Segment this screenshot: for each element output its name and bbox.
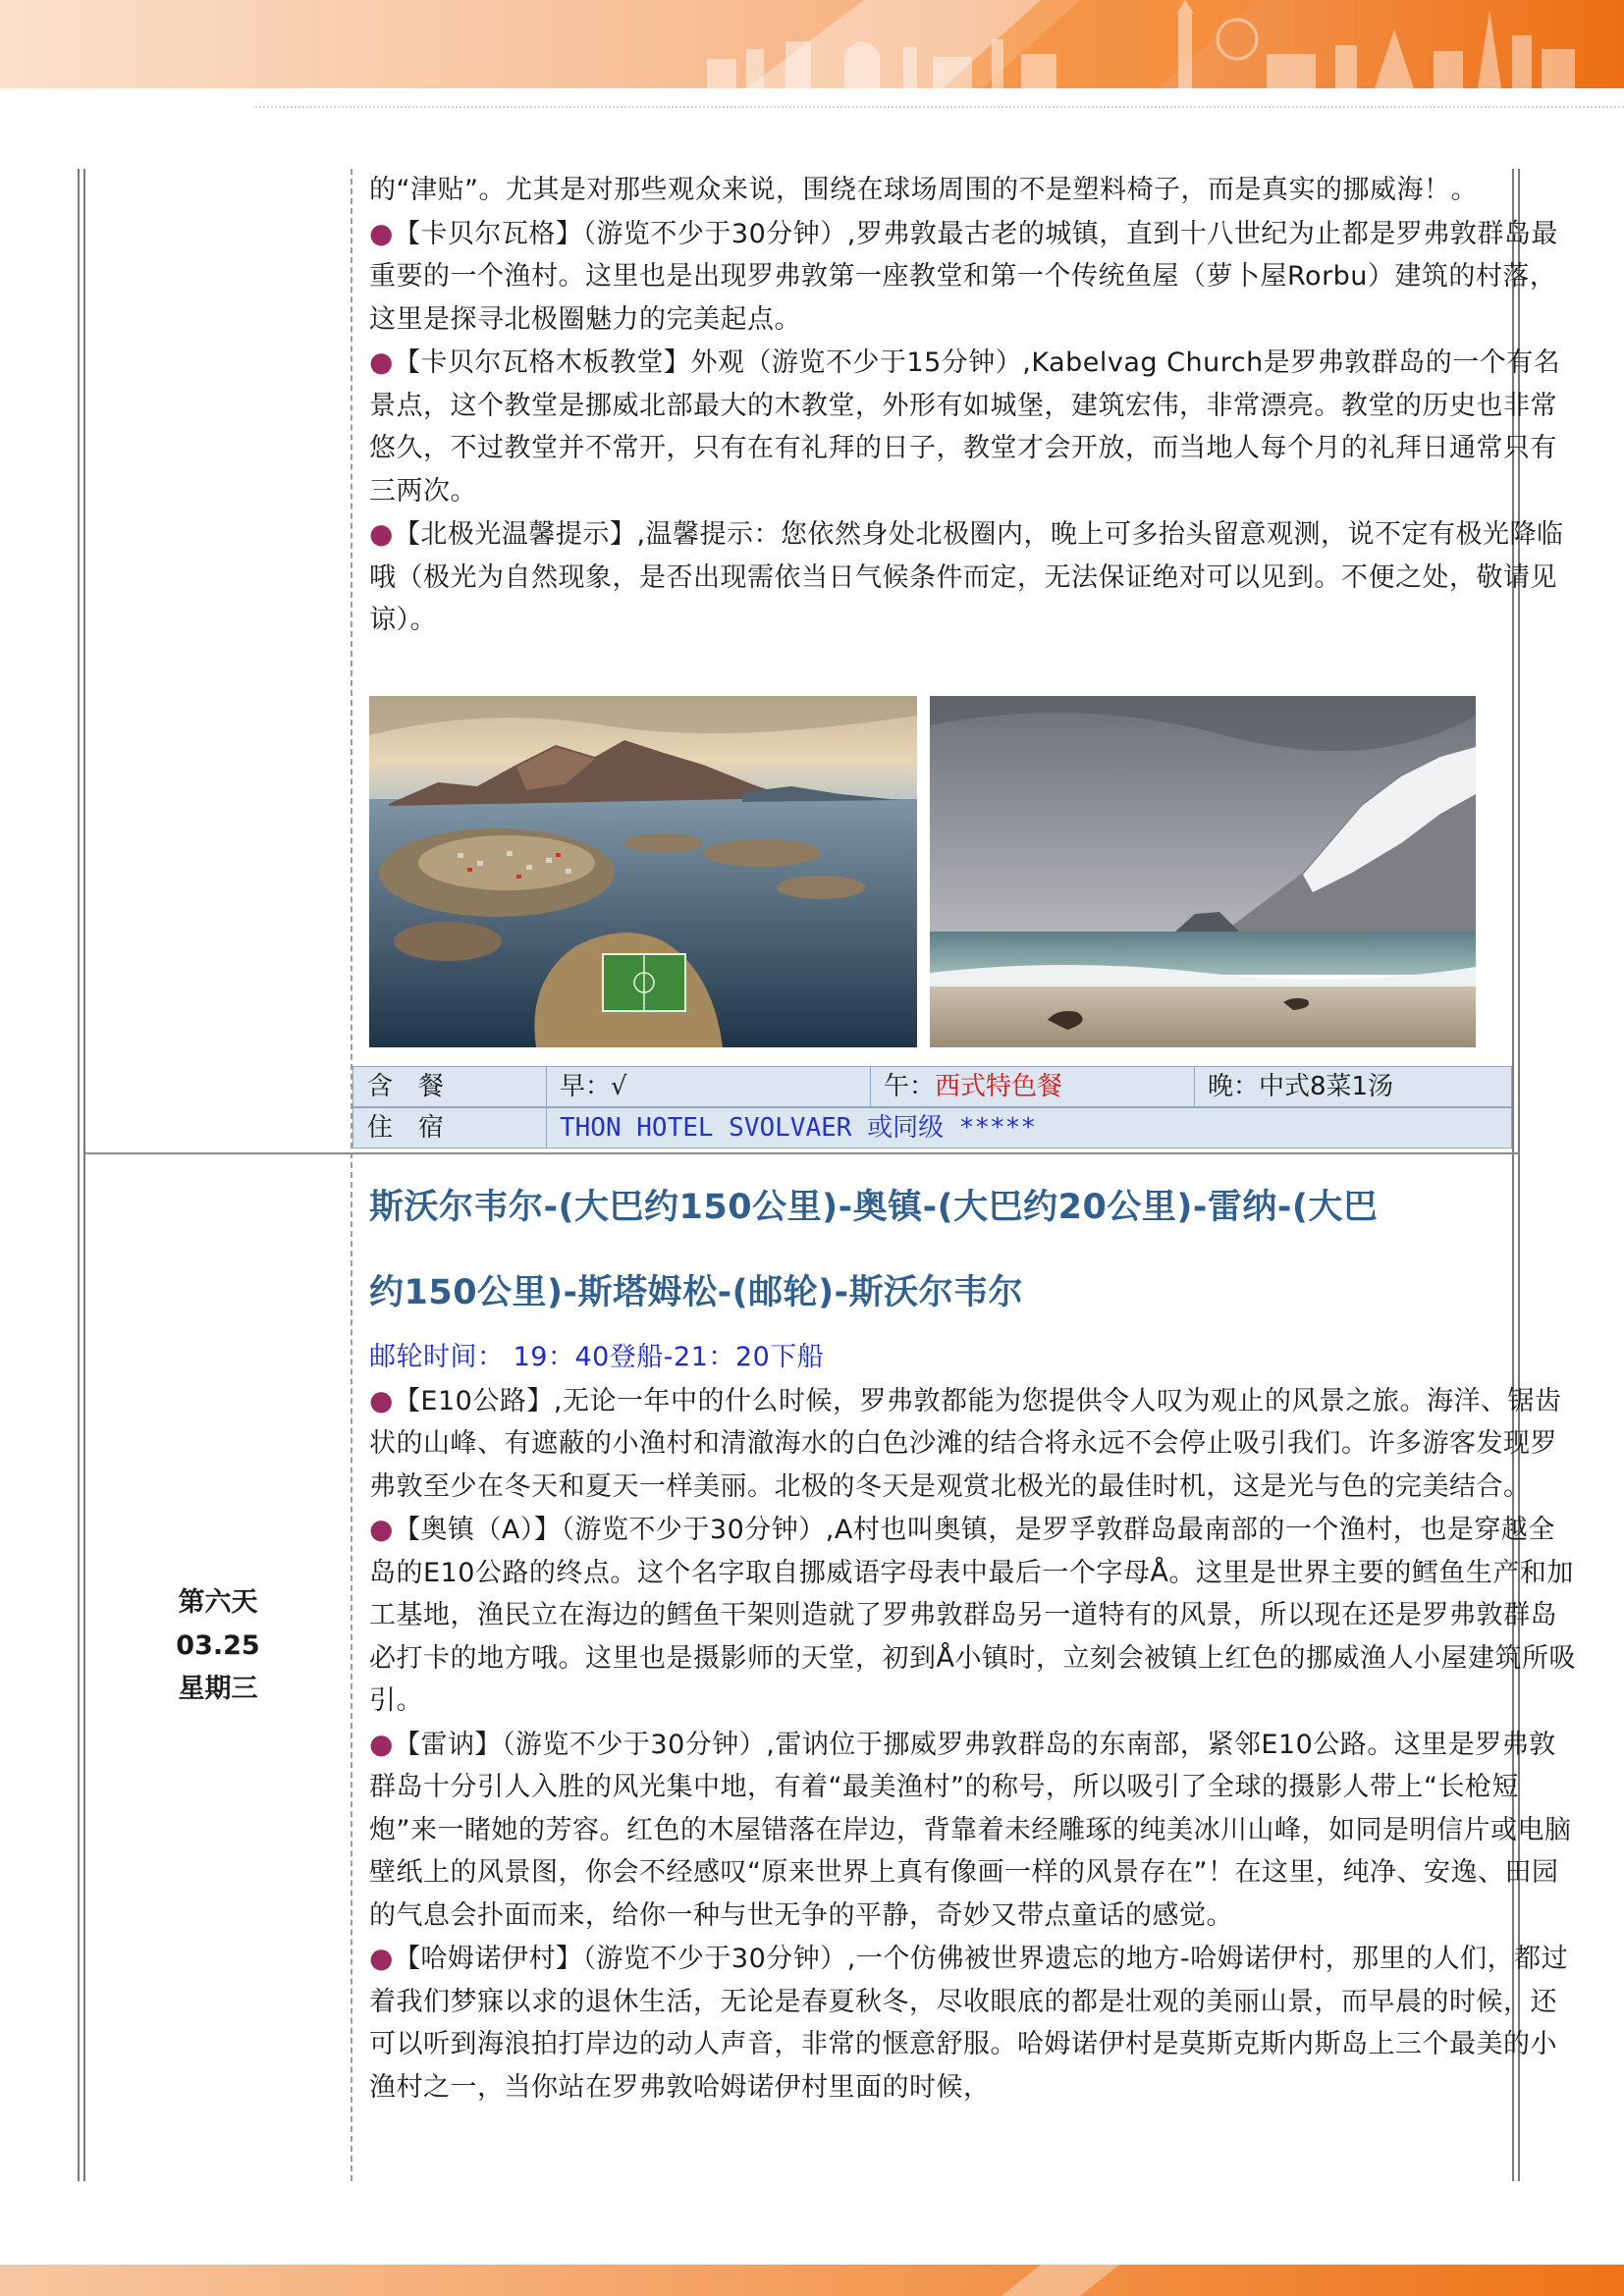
- item-text: （游览不少于30分钟）,雷讷位于挪威罗弗敦群岛的东南部，紧邻E10公路。这里是罗弗敦群岛十分引人入胜的风光集中地，有着“最美渔村”的称号，所以吸引了全球的摄影人带上“长枪短炮”来一睹她的芳容。红色的木屋错落在岸边，背靠着未经雕琢的纯美冰川山峰，如同是明信片或电脑壁纸上的风景图，你会不经感叹“原来世界上真有像画一样的风景存在”！在这里，纯净、安逸、田园的气息会扑面而来，给你一种与世无争的平静，奇妙又带点童话的感觉。: [369, 1729, 1572, 1931]
- day-title-line1: 斯沃尔韦尔-(大巴约150公里)-奥镇-(大巴约20公里)-雷纳-(大巴: [369, 1188, 1379, 1227]
- bullet-icon: ●: [369, 1942, 394, 1974]
- hotel-label: 住 宿: [367, 1113, 445, 1143]
- item-text: ,温馨提示：您依然身处北极圈内，晚上可多抬头留意观测，说不定有极光降临哦（极光为自然现象，是否出现需依当日气候条件而定，无法保证绝对可以见到。不便之处，敬请见谅）。: [369, 519, 1564, 635]
- item-text: 外观（游览不少于15分钟）,Kabelvag Church是罗弗敦群岛的一个有名景点，这个教堂是挪威北部最大的木教堂，外形有如城堡，建筑宏伟，非常漂亮。教堂的历史也非常悠久，不过教堂并不常开，只有在有礼拜的日子，教堂才会开放，而当地人每个月的礼拜日通常只有三两次。: [369, 347, 1561, 507]
- day-title-line2: 约150公里)-斯塔姆松-(邮轮)-斯沃尔韦尔: [369, 1273, 1024, 1312]
- list-item: [369, 1508, 1582, 1723]
- header-divider: [255, 106, 1624, 108]
- bullet-icon: ●: [369, 1727, 394, 1760]
- list-item: [369, 341, 1582, 512]
- bullet-icon: ●: [369, 216, 394, 249]
- breakfast-value: 早：√: [560, 1072, 627, 1101]
- lunch-prefix: 午：: [884, 1072, 936, 1101]
- item-name: 【E10公路】: [393, 1385, 554, 1416]
- cruise-time: 邮轮时间： 19：40登船-21：20下船: [369, 1342, 825, 1372]
- prev-day-content: [369, 169, 1582, 642]
- list-item: [369, 212, 1582, 342]
- footer-band: [0, 2265, 1624, 2296]
- item-text: （游览不少于30分钟）,一个仿佛被世界遗忘的地方-哈姆诺伊村，那里的人们，都过着我们梦寐以求的退休生活，无论是春夏秋冬，尽收眼底的都是壮观的美丽山景，而早晨的时候，还可以听到海浪拍打岸边的动人声音，非常的惬意舒服。哈姆诺伊村是莫斯克斯内斯岛上三个最美的小渔村之一，当你站在罗弗敦哈姆诺伊村里面的时候，: [369, 1944, 1569, 2103]
- table-border-left-outer: [78, 169, 80, 2181]
- list-item: [369, 512, 1582, 642]
- bullet-icon: ●: [369, 517, 394, 550]
- lunch-value: [870, 1067, 1194, 1106]
- day-date: 03.25: [176, 1630, 260, 1661]
- continuation-paragraph: 的“津贴”。尤其是对那些观众来说，围绕在球场周围的不是塑料椅子，而是真实的挪威海！。: [369, 175, 1478, 205]
- list-item: [369, 1379, 1582, 1509]
- item-name: 【哈姆诺伊村】: [393, 1944, 583, 1974]
- itinerary-table: [78, 169, 1576, 2181]
- item-text: （游览不少于30分钟）,A村也叫奥镇，是罗孚敦群岛最南部的一个渔村，也是穿越全岛的E10公路的终点。这个名字取自挪威语字母表中最后一个字母Å。这里是世界主要的鳕鱼生产和加工基地，渔民立在海边的鳕鱼干架则造就了罗弗敦群岛另一道特有的风景，所以现在还是罗弗敦群岛必打卡的地方哦。这里也是摄影师的天堂，初到Å小镇时，立刻会被镇上红色的挪威渔人小屋建筑所吸引。: [369, 1515, 1576, 1716]
- list-item: [369, 1937, 1582, 2109]
- bullet-icon: ●: [369, 1383, 394, 1416]
- photo-island-football-field: [369, 696, 917, 1047]
- hotel-value: THON HOTEL SVOLVAER 或同级 *****: [560, 1113, 1036, 1143]
- item-text: ,无论一年中的什么时候，罗弗敦都能为您提供令人叹为观止的风景之旅。海洋、锯齿状的山峰、有遮蔽的小渔村和清澈海水的白色沙滩的结合将永远不会停止吸引我们。许多游客发现罗弗敦至少在冬天和夏天一样美丽。北极的冬天是观赏北极光的最佳时机，这是光与色的完美结合。: [369, 1385, 1562, 1502]
- hotel-row: [352, 1107, 1512, 1148]
- item-name: 【卡贝尔瓦格木板教堂】: [393, 347, 691, 378]
- lunch-text: 西式特色餐: [935, 1072, 1063, 1101]
- item-name: 【北极光温馨提示】: [393, 519, 637, 550]
- photo-snowy-beach: [930, 696, 1476, 1047]
- item-text: （游览不少于30分钟）,罗弗敦最古老的城镇，直到十八世纪为止都是罗弗敦群岛最重要的一个渔村。这里也是出现罗弗敦第一座教堂和第一个传统鱼屋（萝卜屋Rorbu）建筑的村落，这里是探寻北极圈魅力的完美起点。: [369, 218, 1558, 335]
- day-label: [85, 1581, 351, 1711]
- item-name: 【卡贝尔瓦格】: [393, 218, 583, 249]
- day-weekday: 星期三: [178, 1674, 258, 1704]
- column-separator: [351, 169, 352, 2181]
- bullet-icon: ●: [369, 346, 394, 378]
- day-title: [369, 1165, 1582, 1336]
- header-band: [0, 0, 1624, 88]
- list-item: [369, 1723, 1582, 1938]
- row-separator: [85, 1152, 1520, 1154]
- day-number: 第六天: [178, 1587, 258, 1618]
- item-name: 【雷讷】: [393, 1729, 502, 1760]
- item-name: 【奥镇（A）】: [393, 1515, 562, 1545]
- dinner-value: 晚：中式8菜1汤: [1208, 1072, 1394, 1101]
- meals-label: 含 餐: [367, 1072, 445, 1101]
- day6-content: [369, 1165, 1582, 2109]
- bullet-icon: ●: [369, 1513, 394, 1545]
- table-border-left-inner: [83, 169, 85, 2181]
